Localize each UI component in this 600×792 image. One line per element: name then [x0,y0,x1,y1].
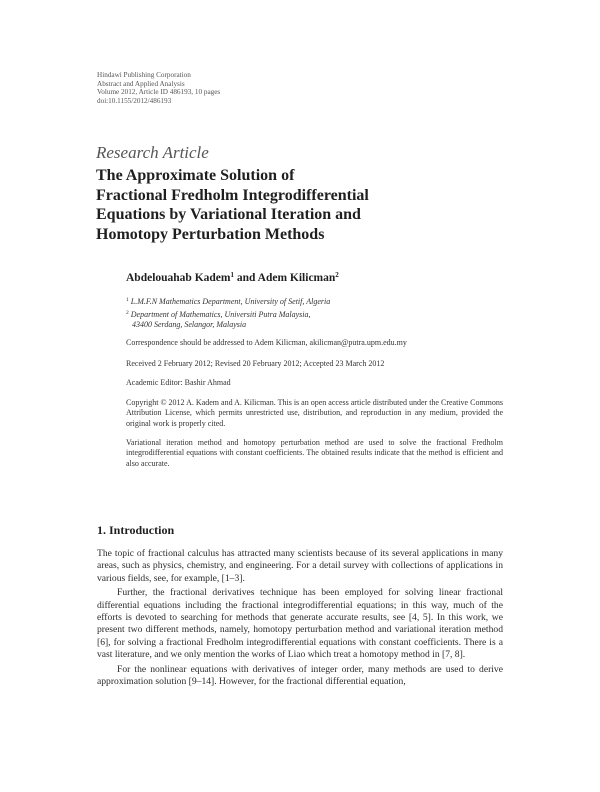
abstract: Variational iteration method and homotopy perturbation method are used to solve the fractional Fredholm integrodifferential equations with constant coefficients. The obtained results indicate that the method is efficient and also accurate. [126,438,503,468]
title-line: The Approximate Solution of [96,167,295,184]
affil-text: 43400 Serdang, Selangor, Malaysia [132,320,247,330]
paper-title [96,166,496,244]
affiliation-line [126,308,330,321]
academic-editor: Academic Editor: Bashir Ahmad [126,378,231,387]
author-affil-mark: 2 [335,271,339,279]
journal-header [97,71,220,105]
affiliation-line [126,295,330,308]
volume-line: Volume 2012, Article ID 486193, 10 pages [97,88,221,97]
author-name: Adem Kilicman [257,272,336,284]
affil-text: Department of Mathematics, Universiti Putra Malaysia, [130,309,311,319]
affil-text: L.M.F.N Mathematics Department, University of Setif, Algeria [130,297,331,306]
copyright-notice: Copyright © 2012 A. Kadem and A. Kilicman. This is an open access article distributed under the Creative Commons Attribution License, which permits unrestricted use, distribution, and reproduction in any medium, provided the original work is properly cited. [126,398,503,428]
affiliations [126,295,330,331]
title-line: Homotopy Perturbation Methods [96,225,325,243]
affiliation-line [126,320,330,331]
affil-mark: 1 [126,297,129,303]
author-affil-mark: 1 [230,271,234,279]
authors-line [126,271,339,284]
article-type: Research Article [96,143,209,162]
journal-line: Abstract and Applied Analysis [97,79,185,88]
affil-mark: 2 [126,309,129,316]
received-dates: Received 2 February 2012; Revised 20 February 2012; Accepted 23 March 2012 [126,359,385,368]
title-line: Fractional Fredholm Integrodifferential [96,186,369,204]
paragraph: For the nonlinear equations with derivatives of integer order, many methods are used to derive approximation solution [9–14]. However, for the fractional differential equation, [97,663,503,688]
section-heading: 1. Introduction [97,523,175,537]
paragraph: The topic of fractional calculus has attracted many scientists because of its several applications in many areas, such as physics, chemistry, and engineering. For a detail survey with collections of applications in various fields, see, for example, [1–3]. [97,548,503,584]
paragraph: Further, the fractional derivatives technique has been employed for solving linear fractional differential equations including the fractional integrodifferential equations; in this way, much of the efforts is devoted to searching for methods that generate accurate results, see [4, 5]. In this work, we present two different methods, namely, homotopy perturbation method and variational iteration method [6], for solving a fractional Fredholm integrodifferential equations with constant coefficients. There is a vast literature, and we only mention the works of Liao which treat a homotopy method in [7, 8]. [97,587,503,661]
title-line: Equations by Variational Iteration and [96,206,361,223]
body-text [97,548,503,690]
correspondence: Correspondence should be addressed to Adem Kilicman, akilicman@putra.upm.edu.my [126,338,407,347]
doi-line: doi:10.1155/2012/486193 [97,96,172,105]
author-name: Abdelouahab Kadem [126,272,231,284]
author-connector: and [233,272,258,284]
publisher-line: Hindawi Publishing Corporation [97,71,191,79]
